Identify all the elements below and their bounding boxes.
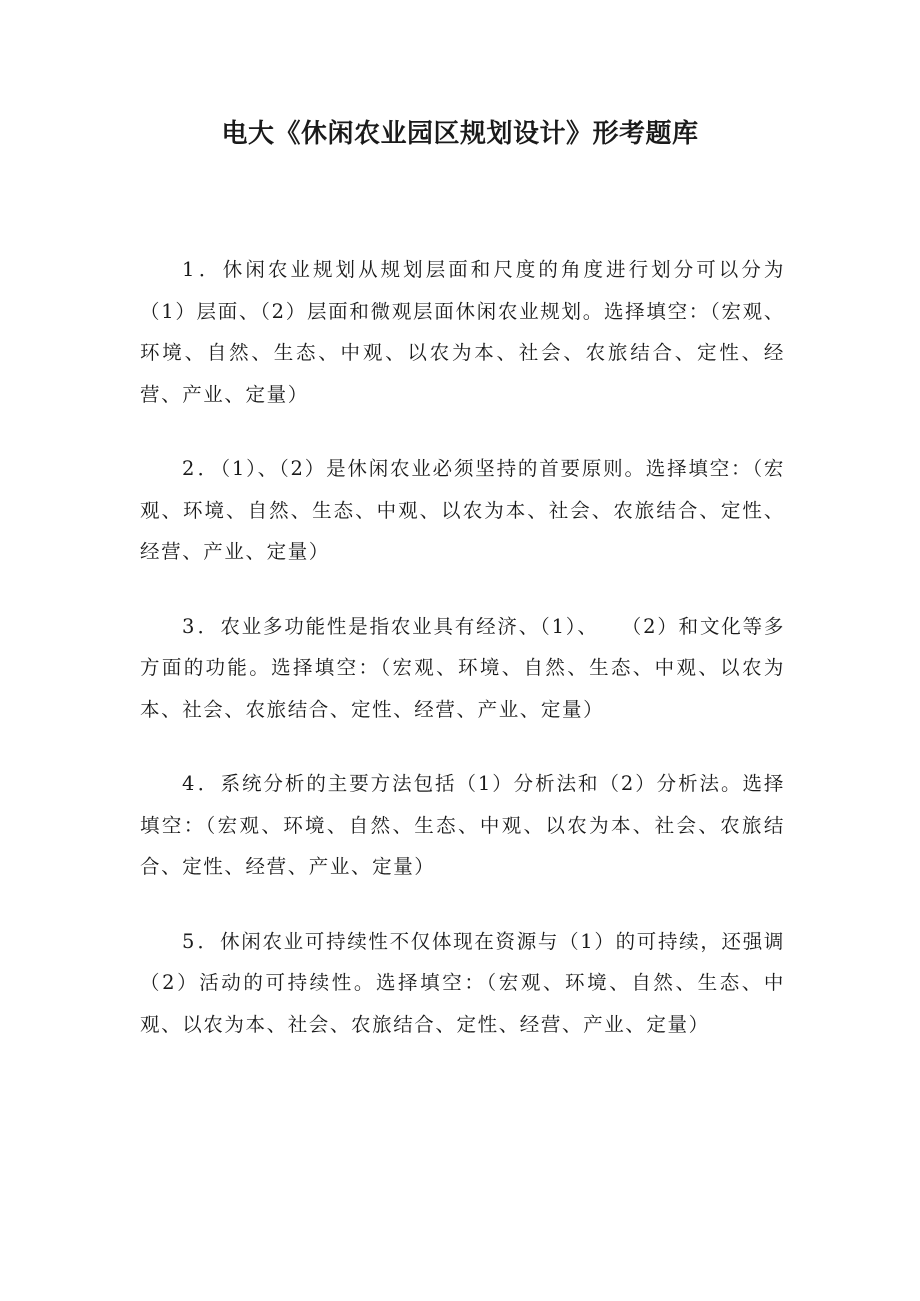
question-text: 农业多功能性是指农业具有经济、（1）、 （2）和文化等多方面的功能。选择填空：（宏观、环境、自然、生态、中观、以农为本、社会、农旅结合、定性、经营、产业、定量） — [140, 614, 785, 721]
question-item-2 — [140, 448, 785, 573]
document-title: 电大《休闲农业园区规划设计》形考题库 — [221, 119, 699, 149]
question-number: 2． — [182, 457, 221, 480]
question-item-5 — [140, 921, 785, 1046]
question-number: 3． — [182, 614, 221, 638]
question-number: 5． — [182, 929, 221, 953]
question-text: 休闲农业规划从规划层面和尺度的角度进行划分可以分为（1）层面、（2）层面和微观层面休闲农业规划。选择填空：（宏观、环境、自然、生态、中观、以农为本、社会、农旅结合、定性、经营、产业、定量） — [140, 258, 785, 406]
question-item-1 — [140, 249, 785, 415]
question-text: 系统分析的主要方法包括（1）分析法和（2）分析法。选择填空：（宏观、环境、自然、生态、中观、以农为本、社会、农旅结合、定性、经营、产业、定量） — [140, 772, 785, 878]
question-item-3 — [140, 606, 785, 731]
question-number: 1． — [182, 258, 223, 281]
question-item-4 — [140, 763, 785, 888]
question-text: （1）、（2）是休闲农业必须坚持的首要原则。选择填空：（宏观、环境、自然、生态、中观、以农为本、社会、农旅结合、定性、经营、产业、定量） — [140, 457, 785, 563]
question-number: 4． — [182, 772, 221, 795]
question-text: 休闲农业可持续性不仅体现在资源与（1）的可持续，还强调（2）活动的可持续性。选择填空：（宏观、环境、自然、生态、中观、以农为本、社会、农旅结合、定性、经营、产业、定量） — [140, 929, 785, 1036]
question-list — [140, 249, 785, 1078]
